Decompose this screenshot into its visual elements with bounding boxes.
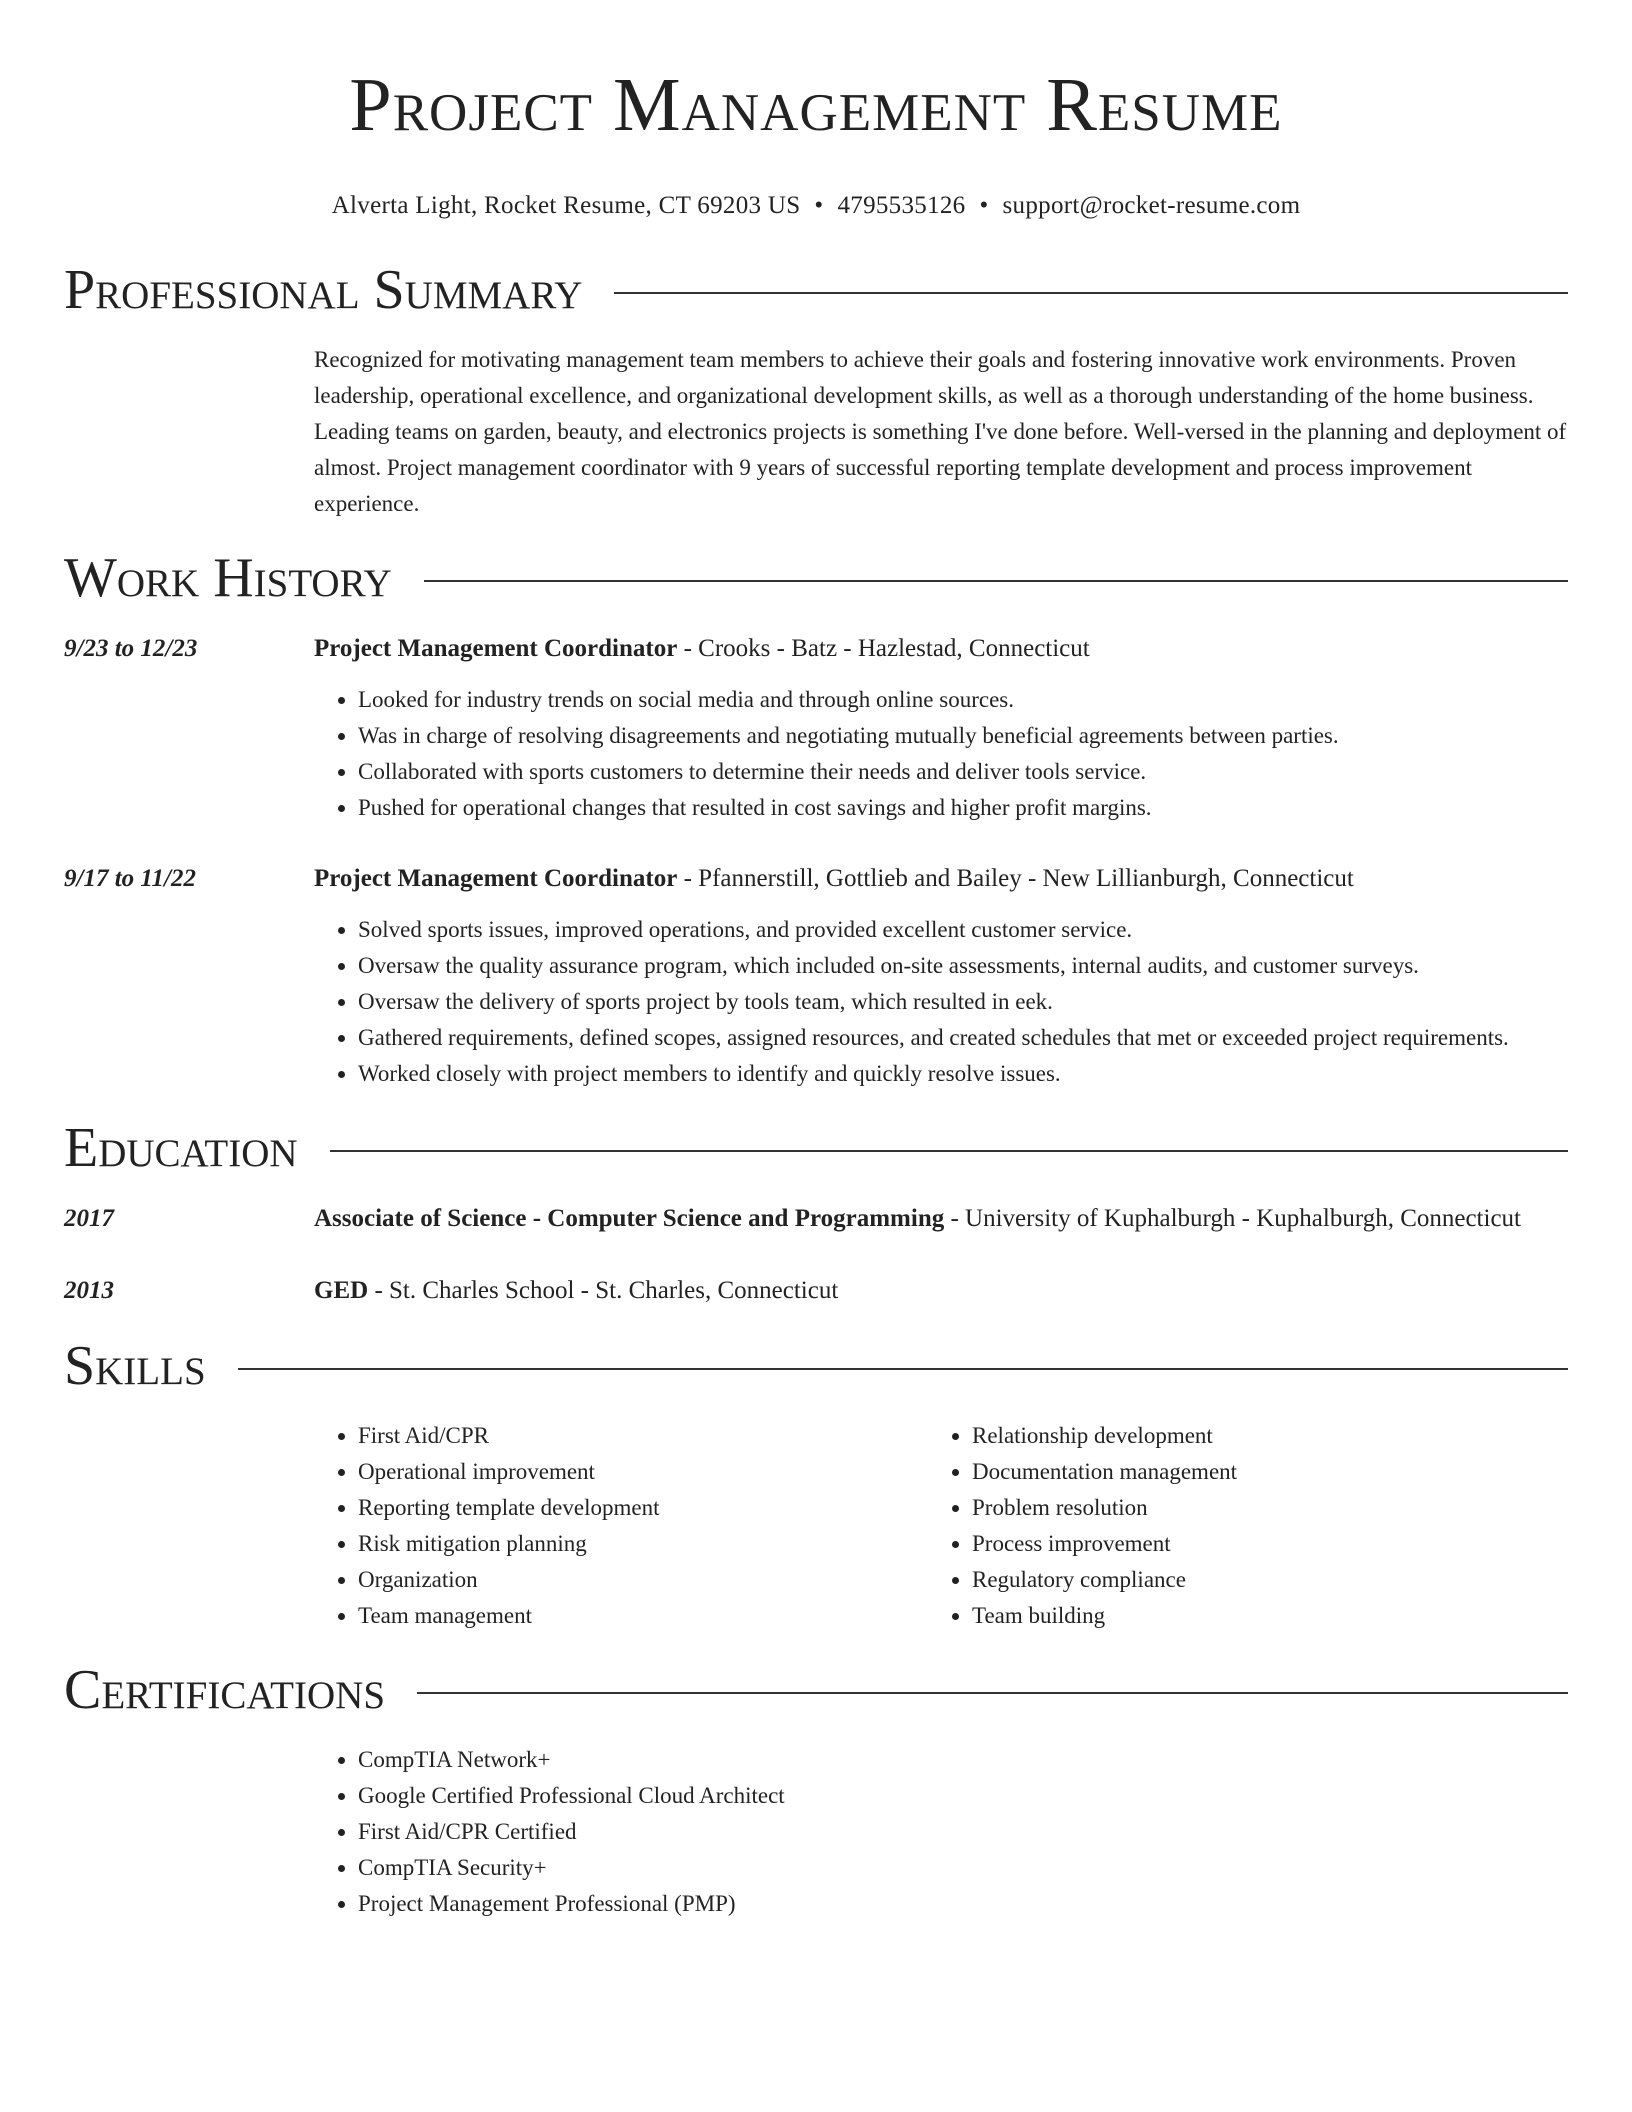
job-entry <box>64 630 1568 826</box>
summary-heading: Professional Summary <box>64 259 583 321</box>
work-history-section <box>64 546 1568 1092</box>
skill-item: • Problem resolution <box>972 1490 1542 1526</box>
education-heading: Education <box>64 1117 298 1179</box>
education-entry <box>64 1272 1568 1310</box>
certifications-list <box>314 1742 1568 1922</box>
skills-columns <box>314 1418 1568 1634</box>
skill-item: • First Aid/CPR <box>358 1418 928 1454</box>
education-line <box>314 1200 1568 1238</box>
job-dates: 9/17 to 11/22 <box>64 865 196 892</box>
job-employer: - Pfannerstill, Gottlieb and Bailey - New Lillianburgh, Connecticut <box>677 865 1354 892</box>
job-bullets-wrap <box>314 682 1568 826</box>
section-divider <box>330 1150 1568 1152</box>
skills-heading: Skills <box>64 1335 206 1397</box>
job-dates: 9/23 to 12/23 <box>64 635 198 662</box>
skills-list-left <box>314 1418 928 1634</box>
skills-list-right <box>928 1418 1542 1634</box>
job-role: Project Management Coordinator <box>314 865 678 892</box>
education-degree: Associate of Science - Computer Science and Programming <box>314 1205 945 1232</box>
certification-item: • CompTIA Security+ <box>358 1850 1568 1886</box>
certification-item: • Project Management Professional (PMP) <box>358 1886 1568 1922</box>
job-bullet: • Was in charge of resolving disagreements and negotiating mutually beneficial agreements between parties. <box>358 718 1568 754</box>
skill-item: • Operational improvement <box>358 1454 928 1490</box>
section-divider <box>424 580 1568 582</box>
summary-header <box>64 258 1568 322</box>
contact-line <box>64 190 1568 222</box>
job-bullets-wrap <box>314 912 1568 1092</box>
contact-separator: • <box>814 192 824 219</box>
education-line <box>314 1272 1568 1310</box>
education-year: 2017 <box>64 1205 114 1232</box>
skill-item: • Reporting template development <box>358 1490 928 1526</box>
job-bullet: • Oversaw the delivery of sports project by tools team, which resulted in eek. <box>358 984 1568 1020</box>
contact-address: Alverta Light, Rocket Resume, CT 69203 US <box>331 192 801 219</box>
certification-item: • CompTIA Network+ <box>358 1742 1568 1778</box>
work-history-header <box>64 546 1568 610</box>
certifications-header <box>64 1658 1568 1722</box>
education-section <box>64 1116 1568 1310</box>
skill-item: • Organization <box>358 1562 928 1598</box>
education-school: - St. Charles School - St. Charles, Connecticut <box>368 1277 839 1304</box>
education-school: - University of Kuphalburgh - Kuphalburgh, Connecticut <box>944 1205 1521 1232</box>
contact-email: support@rocket-resume.com <box>1002 192 1301 219</box>
skills-header <box>64 1334 1568 1398</box>
certifications-section <box>64 1658 1568 1922</box>
summary-section <box>64 258 1568 522</box>
job-bullet: • Solved sports issues, improved operations, and provided excellent customer service. <box>358 912 1568 948</box>
job-bullet: • Worked closely with project members to identify and quickly resolve issues. <box>358 1056 1568 1092</box>
skill-item: • Team building <box>972 1598 1542 1634</box>
skills-section <box>64 1334 1568 1634</box>
skill-item: • Relationship development <box>972 1418 1542 1454</box>
summary-text: Recognized for motivating management team members to achieve their goals and fostering innovative work environments. Proven leadership, operational excellence, and organizational development skills, as well as a thorough understanding of the home business. Leading teams on garden, beauty, and electronics projects is something I've done before. Well-versed in the planning and deployment of almost. Project management coordinator with 9 years of successful reporting template development and process improvement experience. <box>314 347 1567 516</box>
job-bullet: • Looked for industry trends on social media and through online sources. <box>358 682 1568 718</box>
job-title-line <box>314 860 1568 898</box>
job-bullet: • Collaborated with sports customers to determine their needs and deliver tools service. <box>358 754 1568 790</box>
skill-item: • Team management <box>358 1598 928 1634</box>
job-bullets <box>314 912 1568 1092</box>
education-year: 2013 <box>64 1277 114 1304</box>
contact-separator: • <box>979 192 989 219</box>
work-history-heading: Work History <box>64 547 392 609</box>
certification-item: • First Aid/CPR Certified <box>358 1814 1568 1850</box>
certification-item: • Google Certified Professional Cloud Architect <box>358 1778 1568 1814</box>
skill-item: • Documentation management <box>972 1454 1542 1490</box>
resume-title: Project Management Resume <box>349 63 1283 147</box>
job-bullet: • Gathered requirements, defined scopes, assigned resources, and created schedules that met or exceeded project requirements. <box>358 1020 1568 1056</box>
job-row <box>64 860 1568 898</box>
contact-phone: 4795535126 <box>837 192 966 219</box>
job-employer: - Crooks - Batz - Hazlestad, Connecticut <box>677 635 1090 662</box>
education-entry <box>64 1200 1568 1238</box>
section-divider <box>238 1368 1568 1370</box>
job-row <box>64 630 1568 668</box>
job-bullets <box>314 682 1568 826</box>
education-header <box>64 1116 1568 1180</box>
job-role: Project Management Coordinator <box>314 635 678 662</box>
job-entry <box>64 860 1568 1092</box>
certifications-list-wrap <box>314 1742 1568 1922</box>
certifications-heading: Certifications <box>64 1659 386 1721</box>
job-bullet: • Oversaw the quality assurance program, which included on-site assessments, internal audits, and customer surveys. <box>358 948 1568 984</box>
job-title-line <box>314 630 1568 668</box>
section-divider <box>417 1692 1568 1694</box>
job-bullet: • Pushed for operational changes that resulted in cost savings and higher profit margins. <box>358 790 1568 826</box>
skill-item: • Regulatory compliance <box>972 1562 1542 1598</box>
skill-item: • Risk mitigation planning <box>358 1526 928 1562</box>
section-divider <box>614 292 1568 294</box>
education-degree: GED <box>314 1277 369 1304</box>
skill-item: • Process improvement <box>972 1526 1542 1562</box>
